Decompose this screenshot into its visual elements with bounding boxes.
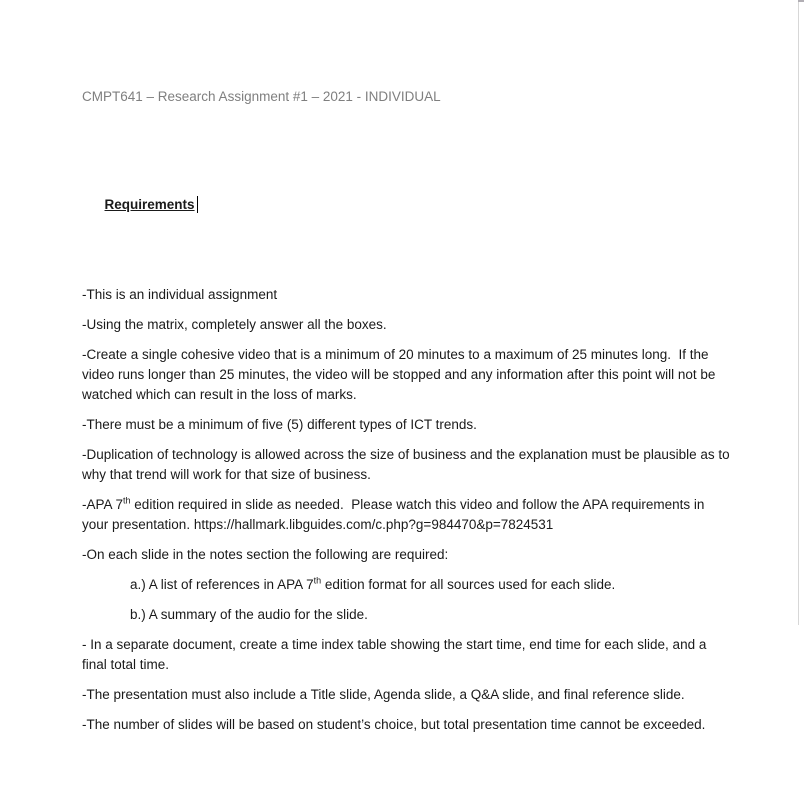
paragraphs-container [82, 285, 734, 735]
paragraph [82, 715, 730, 735]
paragraph-text: -This is an individual assignment [82, 287, 278, 302]
paragraph-text: -The presentation must also include a Title slide, Agenda slide, a Q&A slide, and final reference slide. [82, 687, 685, 702]
document-content [82, 47, 734, 785]
paragraph-text: -The number of slides will be based on student’s choice, but total presentation time cannot be exceeded. [82, 717, 706, 732]
paragraph-text: -Duplication of technology is allowed across the size of business and the explanation must be plausible as to why that trend will work for that size of business. [82, 447, 734, 482]
document-title: CMPT641 – Research Assignment #1 – 2021 - INDIVIDUAL [82, 89, 441, 104]
paragraph-text: b.) A summary of the audio for the slide. [130, 607, 368, 622]
paragraph [82, 545, 730, 565]
paragraph-text: edition required in slide as needed. Please watch this video and follow the APA requirements in your presentation. https://hallmark.libguides.com/c.php?g=984470&p=7824531 [82, 497, 709, 532]
paragraph-text: -APA 7 [82, 497, 124, 512]
paragraph [82, 285, 730, 305]
superscript-text: th [123, 495, 131, 506]
paragraph [82, 635, 730, 675]
requirements-heading-line [82, 175, 730, 235]
paragraph-text: edition format for all sources used for each slide. [321, 577, 616, 592]
paragraph-text: - In a separate document, create a time index table showing the start time, end time for each slide, and a final total time. [82, 637, 711, 672]
paragraph [82, 315, 730, 335]
paragraph [82, 685, 730, 705]
paragraph-text: -Create a single cohesive video that is a minimum of 20 minutes to a maximum of 25 minutes long. If the video runs longer than 25 minutes, the video will be stopped and any information after this point will not be watched which can result in the loss of marks. [82, 347, 720, 402]
superscript-text: th [313, 575, 322, 586]
paragraph [82, 575, 730, 595]
requirements-heading: Requirements [104, 197, 195, 212]
text-cursor [197, 196, 198, 213]
paragraph-text: -Using the matrix, completely answer all the boxes. [82, 317, 387, 332]
paragraph-text: a.) A list of references in APA 7 [130, 577, 314, 592]
paragraph [82, 445, 734, 485]
paragraph [82, 605, 730, 625]
paragraph-text: -There must be a minimum of five (5) different types of ICT trends. [82, 417, 477, 432]
paragraph [82, 345, 730, 405]
paragraph [82, 495, 730, 535]
paragraph-text: -On each slide in the notes section the following are required: [82, 547, 449, 562]
paragraph [82, 415, 730, 435]
